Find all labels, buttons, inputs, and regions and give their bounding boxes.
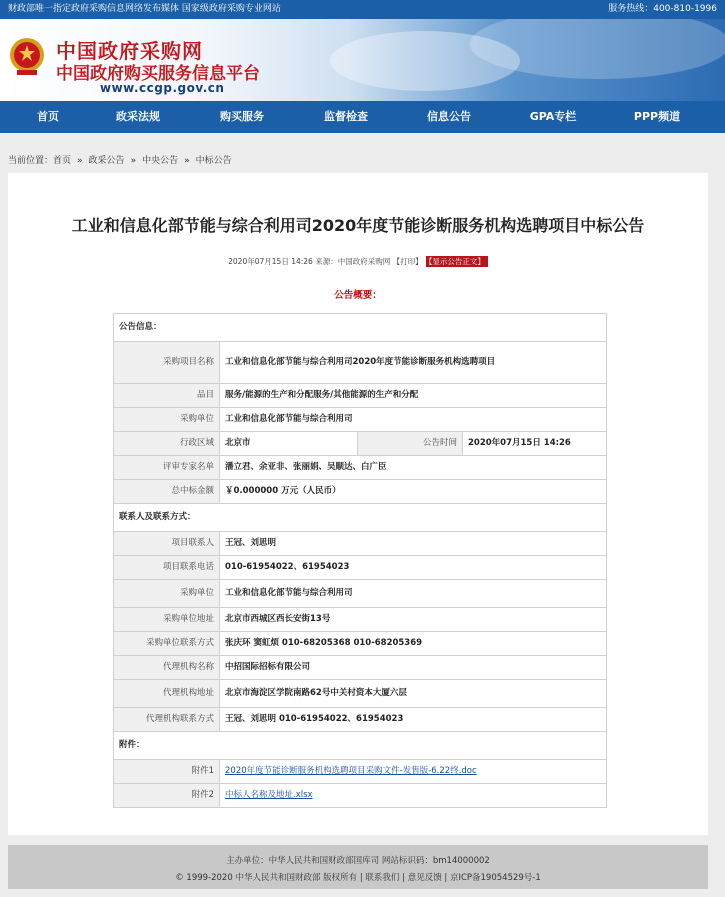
row-label: 项目联系电话 — [114, 556, 220, 580]
site-logo-subtitle: 中国政府购买服务信息平台 — [56, 64, 260, 84]
agency-contact-value: 王冠、刘思明 010-61954022、61954023 — [220, 708, 607, 732]
summary-heading: 公告概要： — [334, 290, 382, 301]
attachment-1-link[interactable]: 2020年度节能诊断服务机构选聘项目采购文件-发售版-6.22终.doc — [225, 766, 477, 776]
amount-value: ￥0.000000 万元（人民币） — [220, 480, 607, 504]
purchaser2-value: 工业和信息化部节能与综合利用司 — [220, 580, 607, 608]
row-label: 采购单位 — [114, 408, 220, 432]
row-label: 采购单位 — [114, 580, 220, 608]
breadcrumb-label: 当前位置： — [8, 156, 54, 166]
attachment-2-link[interactable]: 中标人名称及地址.xlsx — [225, 790, 313, 800]
row-label: 采购单位地址 — [114, 608, 220, 632]
site-banner — [0, 19, 725, 101]
section-announcement-info: 公告信息： — [114, 314, 607, 342]
top-info-bar — [0, 0, 725, 19]
row-label: 代理机构联系方式 — [114, 708, 220, 732]
footer-sponsor: 主办单位：中华人民共和国财政部国库司 网站标识码：bm14000002 — [226, 856, 490, 866]
attachment-2-cell — [220, 784, 607, 808]
breadcrumb-award-notices[interactable]: 中标公告 — [195, 156, 232, 166]
nav-purchase-services[interactable]: 购买服务 — [220, 110, 264, 123]
nav-regulations[interactable]: 政采法规 — [116, 110, 160, 123]
article-meta — [8, 256, 708, 267]
article-container — [8, 173, 708, 835]
nav-gpa[interactable]: GPA专栏 — [529, 110, 577, 123]
top-info-left: 财政部唯一指定政府采购信息网络发布媒体 国家级政府采购专业网站 — [8, 4, 281, 14]
row-label: 评审专家名单 — [114, 456, 220, 480]
nav-announcements[interactable]: 信息公告 — [427, 110, 471, 123]
project-name-value — [220, 342, 607, 384]
row-label: 采购项目名称 — [114, 342, 220, 384]
site-url: www.ccgp.gov.cn — [100, 81, 225, 95]
breadcrumb-separator: » — [130, 156, 137, 166]
breadcrumb — [8, 153, 238, 166]
row-label: 附件2 — [114, 784, 220, 808]
purchaser-contact-value: 张庆环 窦虹烦 010-68205368 010-68205369 — [220, 632, 607, 656]
purchaser-value: 工业和信息化部节能与综合利用司 — [220, 408, 607, 432]
breadcrumb-separator: » — [184, 156, 190, 166]
row-label: 采购单位联系方式 — [114, 632, 220, 656]
category-value: 服务/能源的生产和分配服务/其他能源的生产和分配 — [220, 384, 607, 408]
region-value: 北京市 — [220, 432, 358, 456]
nav-supervision[interactable]: 监督检查 — [324, 110, 368, 123]
row-label: 代理机构地址 — [114, 680, 220, 708]
row-label: 行政区域 — [114, 432, 220, 456]
nav-ppp[interactable]: PPP频道 — [633, 110, 681, 123]
nav-home[interactable]: 首页 — [37, 110, 59, 123]
row-label: 公告时间 — [358, 432, 463, 456]
breadcrumb-central-notices[interactable]: 中央公告 — [142, 156, 179, 166]
row-label: 项目联系人 — [114, 532, 220, 556]
announcement-table — [113, 313, 607, 808]
main-nav — [0, 101, 725, 133]
project-contact-value: 王冠、刘思明 — [220, 532, 607, 556]
page-title: 工业和信息化部节能与综合利用司2020年度节能诊断服务机构选聘项目中标公告 — [71, 216, 645, 235]
site-logo-name[interactable]: 中国政府采购网 — [56, 39, 203, 63]
section-attachments: 附件： — [114, 732, 607, 760]
row-label: 品目 — [114, 384, 220, 408]
site-footer — [8, 845, 708, 889]
row-label: 代理机构名称 — [114, 656, 220, 680]
footer-copyright: © 1999-2020 中华人民共和国财政部 版权所有 | 联系我们 | 意见反馈 | 京ICP备19054529号-1 — [175, 873, 541, 883]
project-phone-value: 010-61954022、61954023 — [220, 556, 607, 580]
attachment-1-cell — [220, 760, 607, 784]
row-label: 附件1 — [114, 760, 220, 784]
breadcrumb-home[interactable]: 首页 — [53, 156, 72, 166]
service-hotline: 服务热线：400-810-1996 — [608, 4, 717, 14]
project-name-text: 工业和信息化部节能与综合利用司2020年度节能诊断服务机构选聘项目 — [225, 357, 496, 367]
breadcrumb-separator: » — [77, 156, 83, 166]
row-label: 总中标金额 — [114, 480, 220, 504]
experts-value: 潘立君、余亚非、张丽娟、吴顺达、白广臣 — [220, 456, 607, 480]
pubtime-value: 2020年07月15日 14:26 — [463, 432, 607, 456]
agency-address-value: 北京市海淀区学院南路62号中关村资本大厦六层 — [220, 680, 607, 708]
article-meta-text: 2020年07月15日 14:26 来源：中国政府采购网 【打印】 — [228, 257, 423, 266]
purchaser-address-value: 北京市西城区西长安街13号 — [220, 608, 607, 632]
agency-value: 中招国际招标有限公司 — [220, 656, 607, 680]
section-contacts: 联系人及联系方式： — [114, 504, 607, 532]
show-body-button[interactable]: 【显示公告正文】 — [426, 256, 488, 267]
national-emblem-icon — [8, 36, 46, 78]
breadcrumb-procurement-notices[interactable]: 政采公告 — [88, 156, 125, 166]
